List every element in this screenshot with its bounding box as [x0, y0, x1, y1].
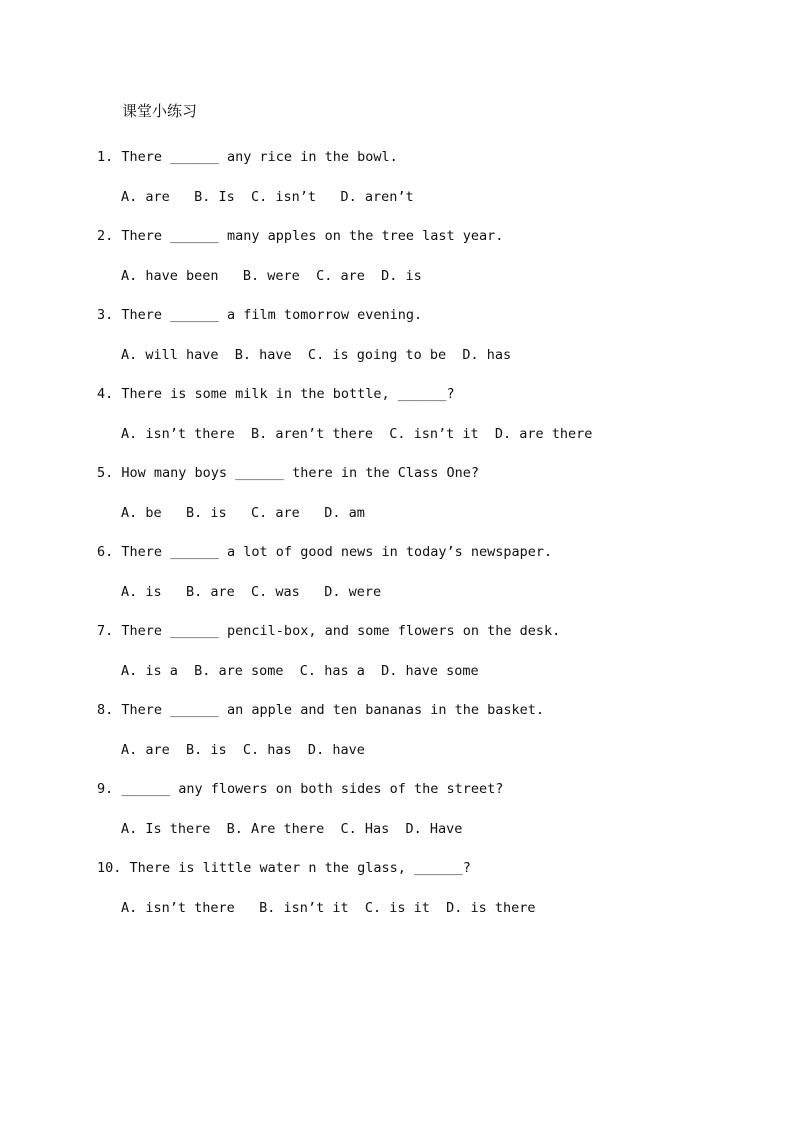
- question-options: A. are B. Is C. isn’t D. aren’t: [121, 188, 414, 205]
- question-item: [97, 463, 592, 523]
- question-item: [97, 779, 592, 839]
- question-options: A. isn’t there B. aren’t there C. isn’t it D. are there: [121, 425, 593, 442]
- question-options: A. is a B. are some C. has a D. have some: [121, 662, 479, 679]
- question-text: 4. There is some milk in the bottle, ______?: [97, 386, 455, 402]
- question-item: [97, 226, 592, 286]
- question-item: [97, 621, 592, 681]
- question-text: 2. There ______ many apples on the tree last year.: [97, 228, 504, 244]
- question-text: 3. There ______ a film tomorrow evening.: [97, 307, 423, 323]
- question-item: [97, 147, 592, 207]
- question-options: A. have been B. were C. are D. is: [121, 267, 422, 284]
- question-text: 9. ______ any flowers on both sides of the street?: [97, 781, 504, 797]
- question-text: 8. There ______ an apple and ten bananas in the basket.: [97, 702, 545, 718]
- question-options: A. Is there B. Are there C. Has D. Have: [121, 820, 463, 837]
- question-item: [97, 858, 592, 918]
- question-item: [97, 384, 592, 444]
- question-list: [97, 147, 592, 937]
- question-options: A. will have B. have C. is going to be D. has: [121, 346, 512, 363]
- question-item: [97, 305, 592, 365]
- question-item: [97, 542, 592, 602]
- question-options: A. are B. is C. has D. have: [121, 741, 365, 758]
- question-options: A. isn’t there B. isn’t it C. is it D. is there: [121, 899, 536, 916]
- question-text: 10. There is little water n the glass, ______?: [97, 860, 471, 876]
- question-options: A. be B. is C. are D. am: [121, 504, 365, 521]
- question-options: A. is B. are C. was D. were: [121, 583, 382, 600]
- question-item: [97, 700, 592, 760]
- page-title: 课堂小练习: [122, 102, 198, 120]
- question-text: 6. There ______ a lot of good news in today’s newspaper.: [97, 544, 553, 560]
- question-text: 5. How many boys ______ there in the Class One?: [97, 465, 480, 481]
- question-text: 7. There ______ pencil-box, and some flowers on the desk.: [97, 623, 561, 639]
- question-text: 1. There ______ any rice in the bowl.: [97, 149, 398, 165]
